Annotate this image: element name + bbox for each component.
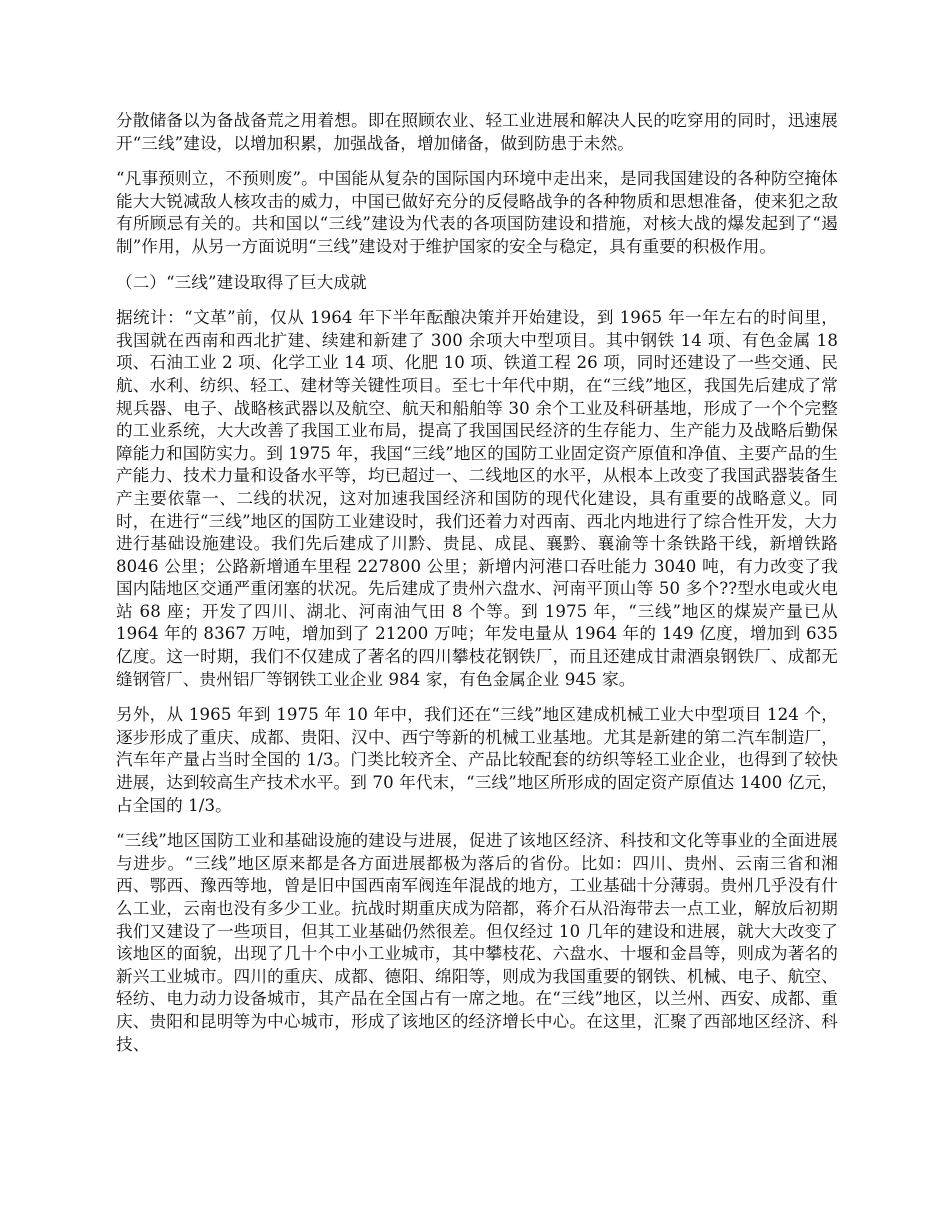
paragraph-regional-development: “三线”地区国防工业和基础设施的建设与进展，促进了该地区经济、科技和文化等事业的全面进展与进步。“三线”地区原来都是各方面进展都极为落后的省份。比如：四川、贵州、云南三省和湘西、鄂西、豫西等地，曾是旧中国西南军阀连年混战的地方，工业基础十分薄弱。贵州几乎没有什么工业，云南也没有多少工业。抗战时期重庆成为陪都，蒋介石从沿海带去一点工业，解放后初期我们又建设了一些项目，但其工业基础仍然很差。但仅经过 10 几年的建设和进展，就大大改变了该地区的面貌，出现了几十个中小工业城市，其中攀枝花、六盘水、十堰和金昌等，则成为著名的新兴工业城市。四川的重庆、成都、德阳、绵阳等，则成为我国重要的钢铁、机械、电子、航空、轻纺、电力动力设备城市，其产品在全国占有一席之地。在“三线”地区，以兰州、西安、成都、重庆、贵阳和昆明等为中心城市，形成了该地区的经济增长中心。在这里，汇聚了西部地区经济、科技、 bbox=[116, 831, 838, 1054]
paragraph-preparedness: “凡事预则立，不预则废”。中国能从复杂的国际国内环境中走出来，是同我国建设的各种防空掩体能大大锐减敌人核攻击的威力，中国已做好充分的反侵略战争的各种物质和思想准备，使来犯之敌有所顾忌有关的。共和国以“三线”建设为代表的各项国防建设和措施，对核大战的爆发起到了“遏制”作用，从另一方面说明“三线”建设对于维护国家的安全与稳定，具有重要的积极作用。 bbox=[116, 169, 838, 256]
section-heading: （二）“三线”建设取得了巨大成就 bbox=[116, 272, 367, 292]
paragraph-reserve-strategy: 分散储备以为备战备荒之用着想。即在照顾农业、轻工业进展和解决人民的吃穿用的同时，迅速展开“三线”建设，以增加积累，加强战备，增加储备，做到防患于未然。 bbox=[116, 111, 838, 153]
document-page bbox=[116, 110, 838, 1069]
paragraph-statistics: 据统计：“文革”前，仅从 1964 年下半年酝酿决策并开始建设，到 1965 年一年左右的时间里，我国就在西南和西北扩建、续建和新建了 300 余项大中型项目。其中钢铁 14 项、有色金属 18 项、石油工业 2 项、化学工业 14 项、化肥 10 项、铁道工程 26 项，同时还建设了一些交通、民航、水利、纺织、轻工、建材等关键性项目。至七十年代中期，在“三线”地区，我国先后建成了常规兵器、电子、战略核武器以及航空、航天和船舶等 30 余个工业及科研基地，形成了一个个完整的工业系统，大大改善了我国工业布局，提高了我国国民经济的生存能力、生产能力及战略后勤保障能力和国防实力。到 1975 年，我国“三线”地区的国防工业固定资产原值和净值、主要产品的生产能力、技术力量和设备水平等，均已超过一、二线地区的水平，从根本上改变了我国武器装备生产主要依靠一、二线的状况，这对加速我国经济和国防的现代化建设，具有重要的战略意义。同时，在进行“三线”地区的国防工业建设时，我们还着力对西南、西北内地进行了综合性开发，大力进行基础设施建设。我们先后建成了川黔、贵昆、成昆、襄黔、襄渝等十条铁路干线，新增铁路 8046 公里；公路新增通车里程 227800 公里；新增内河港口吞吐能力 3040 吨，有力改变了我国内陆地区交通严重闭塞的状况。先后建成了贵州六盘水、河南平顶山等 50 多个??型水电或火电站 68 座；开发了四川、湖北、河南油气田 8 个等。到 1975 年，“三线”地区的煤炭产量已从 1964 年的 8367 万吨，增加到了 21200 万吨；年发电量从 1964 年的 149 亿度，增加到 635 亿度。这一时期，我们不仅建成了著名的四川攀枝花钢铁厂，而且还建成甘肃酒泉钢铁厂、成都无缝钢管厂、贵州铝厂等钢铁工业企业 984 家，有色金属企业 945 家。 bbox=[116, 308, 838, 689]
paragraph-machinery: 另外，从 1965 年到 1975 年 10 年中，我们还在“三线”地区建成机械工业大中型项目 124 个，逐步形成了重庆、成都、贵阳、汉中、西宁等新的机械工业基地。尤其是新建的第二汽车制造厂，汽车年产量占当时全国的 1/3。门类比较齐全、产品比较配套的纺织等轻工业企业，也得到了较快进展，达到较高生产技术水平。到 70 年代末，“三线”地区所形成的固定资产原值达 1400 亿元，占全国的 1/3。 bbox=[116, 705, 838, 815]
